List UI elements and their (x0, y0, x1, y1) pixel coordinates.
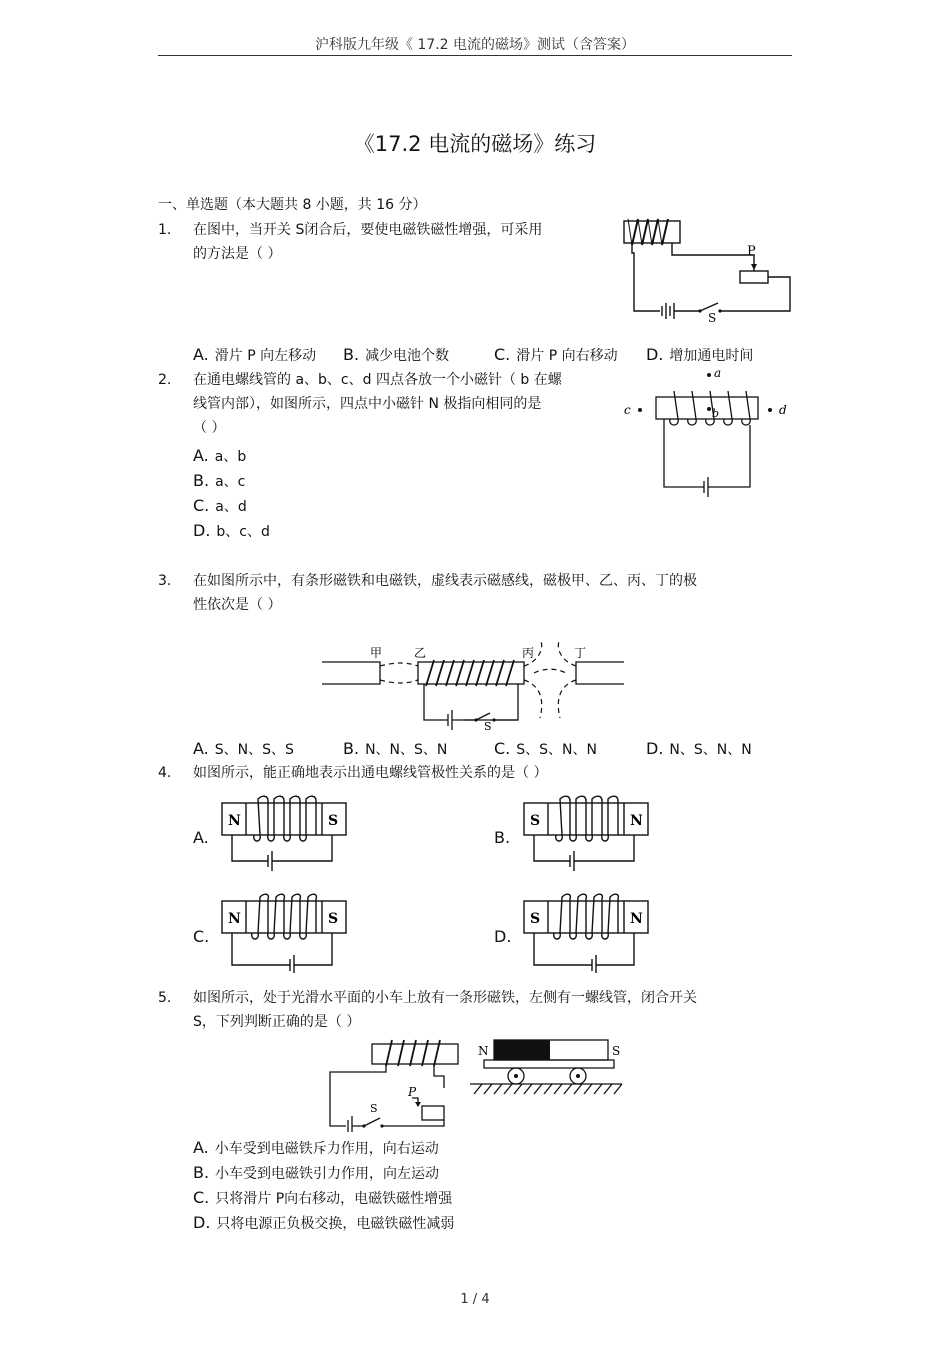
q4-a-left-pole: N (228, 813, 241, 829)
q4-c-left-pole: N (228, 911, 241, 927)
q3-option-b[interactable]: B. N、N、S、N (343, 739, 448, 758)
page-header: 沪科版九年级《 17.2 电流的磁场》测试（含答案） (314, 37, 636, 53)
q4-a-right-pole: S (328, 813, 339, 829)
q4-b-right-pole: N (630, 813, 643, 829)
q4-number: 4. (158, 765, 172, 781)
q5-option-c[interactable]: C. 只将滑片 P向右移动，电磁铁磁性增强 (193, 1188, 453, 1207)
q3-text-line2: 性依次是（ ） (193, 597, 282, 613)
q2-solenoid-figure (618, 365, 798, 500)
q4-text-line1: 如图所示，能正确地表示出通电螺线管极性关系的是（ ） (193, 765, 548, 781)
q3-option-d[interactable]: D. N、S、N、N (646, 739, 752, 758)
q3-label-yi: 乙 (414, 646, 427, 660)
q1-label-p: P (747, 244, 756, 259)
q5-option-b[interactable]: B. 小车受到电磁铁引力作用，向左运动 (193, 1163, 440, 1182)
q4-d-right-pole: N (630, 911, 643, 927)
q1-label-s: S (708, 311, 717, 325)
q3-number: 3. (158, 573, 172, 589)
q1-text-line1: 在图中，当开关 S闭合后，要使电磁铁磁性增强，可采用 (193, 222, 543, 238)
page-title: 《17.2 电流的磁场》练习 (353, 132, 597, 156)
page-number: 1 / 4 (460, 1292, 490, 1307)
q1-option-d[interactable]: D. 增加通电时间 (646, 345, 754, 364)
q5-label-p: P (408, 1085, 417, 1099)
q5-label-switch: S (370, 1102, 378, 1115)
q4-option-a-letter[interactable]: A. (193, 828, 209, 847)
q1-option-a[interactable]: A. 滑片 P 向左移动 (193, 345, 317, 364)
q5-label-n: N (478, 1044, 489, 1058)
q1-option-b[interactable]: B. 减少电池个数 (343, 345, 450, 364)
q5-cart-figure (322, 1036, 632, 1132)
q3-label-ding: 丁 (574, 646, 587, 660)
q5-label-s: S (612, 1044, 621, 1058)
q3-label-jia: 甲 (370, 646, 383, 660)
q4-option-b-letter[interactable]: B. (494, 828, 511, 847)
q3-text-line1: 在如图所示中，有条形磁铁和电磁铁，虚线表示磁感线，磁极甲、乙、丙、丁的极 (193, 573, 697, 589)
q2-text-line2: 线管内部），如图所示，四点中小磁针 N 极指向相同的是 (193, 396, 542, 412)
q2-option-c[interactable]: C. a、d (193, 496, 247, 515)
q4-option-c-figure[interactable] (218, 893, 353, 973)
q3-option-a[interactable]: A. S、N、S、S (193, 739, 294, 758)
q4-option-b-figure[interactable] (520, 795, 655, 875)
q2-option-b[interactable]: B. a、c (193, 471, 246, 490)
q4-option-d-figure[interactable] (520, 893, 655, 973)
q2-text-line3: （ ） (193, 420, 226, 436)
q4-option-a-figure[interactable] (218, 795, 353, 875)
q2-label-b: b (712, 407, 720, 420)
q2-label-a: a (714, 366, 722, 380)
q2-option-a[interactable]: A. a、b (193, 446, 247, 465)
q3-magnet-figure (318, 640, 628, 732)
section-heading: 一、单选题（本大题共 8 小题，共 16 分） (158, 197, 427, 213)
q2-label-c: c (624, 403, 631, 417)
q2-number: 2. (158, 372, 172, 388)
q1-text-line2: 的方法是（ ） (193, 246, 282, 262)
q2-label-d: d (779, 403, 787, 417)
header-divider (158, 55, 792, 56)
q4-option-c-letter[interactable]: C. (193, 927, 210, 946)
q5-text-line1: 如图所示，处于光滑水平面的小车上放有一条形磁铁，左侧有一螺线管，闭合开关 (193, 990, 697, 1006)
q1-circuit-figure (620, 215, 800, 325)
q3-option-c[interactable]: C. S、S、N、N (494, 739, 597, 758)
q5-number: 5. (158, 990, 172, 1006)
q4-c-right-pole: S (328, 911, 339, 927)
q3-label-s: S (484, 720, 492, 732)
q4-d-left-pole: S (530, 911, 541, 927)
q2-text-line1: 在通电螺线管的 a、b、c、d 四点各放一个小磁针（ b 在螺 (193, 372, 562, 388)
q5-option-a[interactable]: A. 小车受到电磁铁斥力作用，向右运动 (193, 1138, 439, 1157)
q4-option-d-letter[interactable]: D. (494, 927, 512, 946)
q4-b-left-pole: S (530, 813, 541, 829)
q1-option-c[interactable]: C. 滑片 P 向右移动 (494, 345, 618, 364)
q1-number: 1. (158, 222, 172, 238)
q5-option-d[interactable]: D. 只将电源正负极交换，电磁铁磁性减弱 (193, 1213, 455, 1232)
q3-label-bing: 丙 (522, 646, 535, 660)
q5-text-line2: S，下列判断正确的是（ ） (193, 1014, 361, 1030)
q2-option-d[interactable]: D. b、c、d (193, 521, 270, 540)
